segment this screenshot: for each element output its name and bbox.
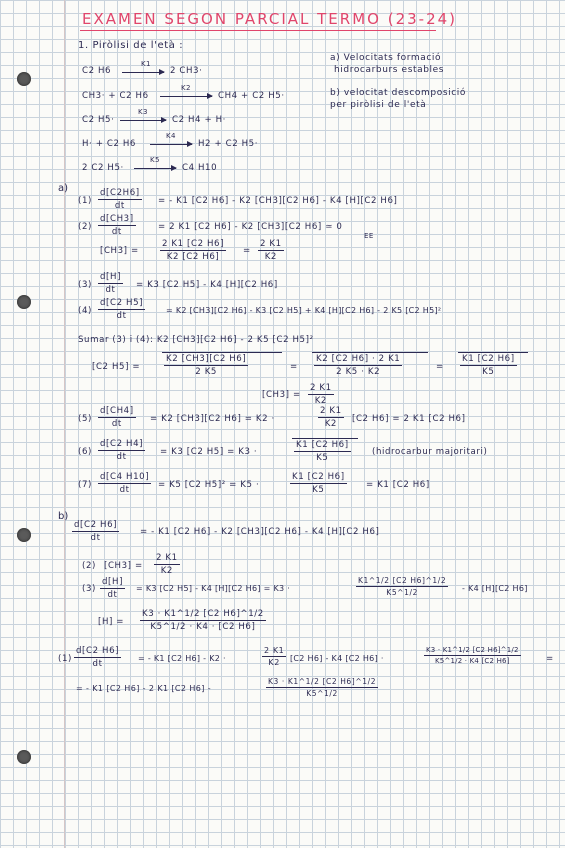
fraction: $\frac{d[CH4]}{dt}$: [100, 406, 134, 429]
fraction: $\frac{K3 \cdot K1\^{}1/2 [C2 H6]\^{}1/2}{K5\^{}1/2 \cdot K4 \cdot [C2 H6]}$: [142, 609, 264, 632]
fraction: $\frac{d[C2 H6]}{dt}$: [74, 520, 118, 543]
fraction: $\frac{d[C2 H4]}{dt}$: [100, 439, 144, 462]
fraction: $\frac{K3 \cdot K1\^{}1/2 [C2 H6]\^{}1/2}{K5\^{}1/2}$: [268, 677, 377, 698]
equation-rhs: = - K1 [C2 H6] - K2 [CH3][C2 H6] - K4 [H][C2 H6]: [158, 196, 398, 206]
fraction: $\frac{d[C4 H10]}{dt}$: [100, 472, 150, 495]
fraction: $\frac{K1 [C2 H6]}{K5}$: [462, 354, 515, 377]
question-b-line2: per piròlisi de l'età: [330, 100, 427, 110]
equation-rhs: = K3 [C2 H5] - K4 [H][C2 H6] = K3 ·: [136, 584, 291, 593]
fraction: $\frac{d[H]}{dt}$: [102, 577, 124, 600]
eq-tag: (5): [78, 414, 92, 424]
fraction: $\frac{d[C2 H6]}{dt}$: [76, 646, 120, 669]
equation-rhs: = K2 [CH3][C2 H6] = K2 ·: [150, 414, 275, 424]
binder-hole: [17, 750, 31, 764]
fraction: $\frac{d[H]}{dt}$: [100, 272, 122, 295]
reaction-left: C2 H6: [82, 66, 112, 76]
equation-rhs: = K3 [C2 H5] = K3 ·: [160, 447, 258, 457]
fraction: $\frac{d[CH3]}{dt}$: [100, 214, 134, 237]
reaction-right: C4 H10: [182, 163, 218, 173]
sum-line: Sumar (3) i (4): K2 [CH3][C2 H6] - 2 K5 [C2 H5]²: [78, 335, 314, 345]
eq-tag: (2): [78, 222, 92, 232]
fraction: $\frac{2 K1}{K2}$: [310, 383, 332, 406]
eq-tag: (7): [78, 480, 92, 490]
reaction-arrow: [122, 72, 164, 73]
fraction: $\frac{2 K1}{K2}$: [320, 406, 342, 429]
equals: =: [243, 246, 251, 256]
rate-constant: K2: [181, 84, 191, 92]
question-b-line1: b) velocitat descomposició: [330, 88, 466, 98]
reaction-arrow: [120, 120, 166, 121]
reaction-left: H· + C2 H6: [82, 139, 136, 149]
note: (hidrocarbur majoritari): [372, 447, 488, 457]
reaction-arrow: [134, 168, 176, 169]
fraction: $\frac{2 K1}{K2}$: [156, 553, 178, 576]
equals: =: [436, 362, 444, 372]
equation-rhs: = - K1 [C2 H6] - K2 [CH3][C2 H6] - K4 [H][C2 H6]: [140, 527, 380, 537]
margin-line: [64, 0, 65, 848]
title-underline: [80, 30, 436, 31]
eq-tag: (1): [58, 654, 72, 664]
rate-constant: K5: [150, 156, 160, 164]
reaction-right: 2 CH3·: [170, 66, 203, 76]
reaction-left: CH3· + C2 H6: [82, 91, 149, 101]
reaction-left: 2 C2 H5·: [82, 163, 124, 173]
equation-rhs: = K2 [CH3][C2 H6] - K3 [C2 H5] + K4 [H][C2 H6] - 2 K5 [C2 H5]²: [166, 306, 442, 315]
fraction: $\frac{K2 [C2 H6] \cdot 2 K1}{2 K5 \cdot K2}$: [316, 354, 401, 377]
eq-tag: (1): [78, 196, 92, 206]
equation-mid: [C2 H6] - K4 [C2 H6] ·: [290, 654, 384, 663]
equation-rhs: = K3 [C2 H5] - K4 [H][C2 H6]: [136, 280, 278, 290]
rate-constant: K1: [141, 60, 151, 68]
equation-lhs: [CH3] =: [100, 246, 139, 256]
page-title: EXAMEN SEGON PARCIAL TERMO (23-24): [82, 10, 458, 28]
binder-hole: [17, 528, 31, 542]
eq-tag: (6): [78, 447, 92, 457]
eq-tag: (3): [78, 280, 92, 290]
section-a-label: a): [58, 183, 69, 194]
equals: =: [546, 654, 554, 664]
equation-lhs: [C2 H5] =: [92, 362, 141, 372]
fraction: $\frac{K2 [CH3][C2 H6]}{2 K5}$: [166, 354, 247, 377]
sqrt-bar: [312, 352, 428, 353]
equation-lhs: [H] =: [98, 617, 125, 627]
eq-tag: (3): [82, 584, 96, 594]
equation-lhs: [CH3] =: [262, 390, 301, 400]
fraction: $\frac{K1\^{}1/2 [C2 H6]\^{}1/2}{K5\^{}1/2}$: [358, 576, 447, 597]
fraction: $\frac{2 K1}{K2}$: [260, 239, 282, 262]
fraction: $\frac{2 K1}{K2}$: [264, 646, 285, 667]
fraction: $\frac{K3 \cdot K1\^{}1/2 [C2 H6]\^{}1/2}{K5\^{}1/2 \cdot K4 [C2 H6]}$: [426, 646, 519, 665]
fraction: $\frac{d[C2 H5]}{dt}$: [100, 298, 144, 321]
subtitle: 1. Piròlisi de l'età :: [78, 40, 184, 51]
rate-constant: K4: [166, 132, 176, 140]
sqrt-bar: [162, 352, 282, 353]
reaction-arrow: [160, 96, 212, 97]
equation-rhs: = 2 K1 [C2 H6] - K2 [CH3][C2 H6] ≃ 0: [158, 222, 343, 232]
fraction: $\frac{K1 [C2 H6]}{K5}$: [296, 440, 349, 463]
rate-constant: K3: [138, 108, 148, 116]
final-equation: = - K1 [C2 H6] - 2 K1 [C2 H6] -: [76, 684, 212, 693]
question-a-line2: hidrocarburs estables: [334, 65, 445, 75]
reaction-right: H2 + C2 H5·: [198, 139, 259, 149]
eq-tag: (2): [82, 561, 96, 571]
reaction-left: C2 H5·: [82, 115, 115, 125]
reaction-arrow: [150, 144, 192, 145]
fraction: $\frac{K1 [C2 H6]}{K5}$: [292, 472, 345, 495]
equation-tail: = K1 [C2 H6]: [366, 480, 430, 490]
equals: =: [290, 362, 298, 372]
fraction: $\frac{2 K1 [C2 H6]}{K2 [C2 H6]}$: [162, 239, 225, 262]
fraction: $\frac{d[C2H6]}{dt}$: [100, 188, 140, 211]
binder-hole: [17, 72, 31, 86]
equation-tail: [C2 H6] = 2 K1 [C2 H6]: [352, 414, 466, 424]
equation-rhs: = K5 [C2 H5]² = K5 ·: [158, 480, 260, 490]
steady-state-label: EE: [364, 232, 374, 240]
sqrt-bar: [292, 438, 358, 439]
question-a-line1: a) Velocitats formació: [330, 53, 442, 63]
reaction-right: CH4 + C2 H5·: [218, 91, 285, 101]
eq-tag: (4): [78, 306, 92, 316]
equation-tail: - K4 [H][C2 H6]: [462, 584, 528, 593]
equation-rhs: = - K1 [C2 H6] - K2 ·: [138, 654, 226, 663]
sqrt-bar: [458, 352, 528, 353]
reaction-right: C2 H4 + H·: [172, 115, 226, 125]
equation-lhs: [CH3] =: [104, 561, 143, 571]
section-b-label: b): [58, 511, 69, 522]
binder-hole: [17, 295, 31, 309]
